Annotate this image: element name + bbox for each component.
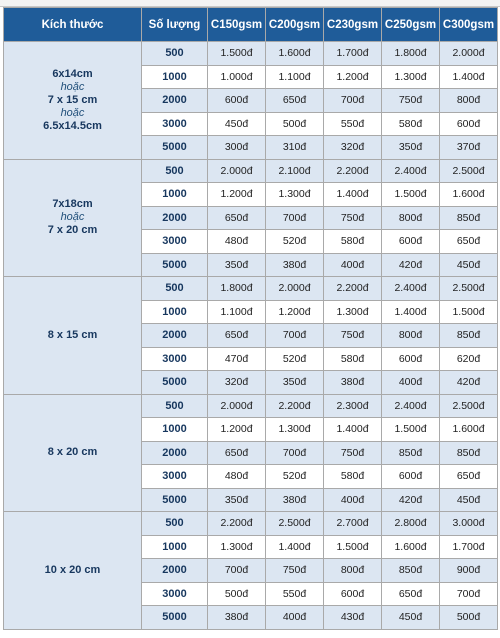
price-cell: 1.400đ <box>440 65 498 89</box>
price-cell: 800đ <box>382 206 440 230</box>
price-cell: 1.400đ <box>382 300 440 324</box>
price-cell: 700đ <box>440 582 498 606</box>
header-c150: C150gsm <box>208 8 266 42</box>
price-cell: 1.300đ <box>266 418 324 442</box>
price-cell: 1.400đ <box>324 183 382 207</box>
table-row <box>4 512 498 536</box>
price-cell: 580đ <box>324 230 382 254</box>
price-cell: 350đ <box>382 136 440 160</box>
table-row <box>4 277 498 301</box>
header-c230: C230gsm <box>324 8 382 42</box>
header-row <box>4 8 498 42</box>
price-cell: 420đ <box>440 371 498 395</box>
quantity-cell: 5000 <box>142 136 208 160</box>
price-cell: 520đ <box>266 230 324 254</box>
size-cell <box>4 277 142 395</box>
quantity-cell: 1000 <box>142 65 208 89</box>
price-cell: 500đ <box>266 112 324 136</box>
quantity-cell: 3000 <box>142 465 208 489</box>
size-label: 7x18cm <box>52 198 93 211</box>
price-cell: 600đ <box>440 112 498 136</box>
price-cell: 1.200đ <box>266 300 324 324</box>
table-row <box>4 159 498 183</box>
price-cell: 650đ <box>382 582 440 606</box>
price-cell: 700đ <box>266 206 324 230</box>
price-cell: 2.000đ <box>440 42 498 66</box>
price-cell: 1.600đ <box>266 42 324 66</box>
price-cell: 2.000đ <box>266 277 324 301</box>
price-cell: 1.800đ <box>208 277 266 301</box>
quantity-cell: 1000 <box>142 535 208 559</box>
price-cell: 400đ <box>324 488 382 512</box>
quantity-cell: 2000 <box>142 559 208 583</box>
price-cell: 380đ <box>324 371 382 395</box>
price-cell: 1.100đ <box>266 65 324 89</box>
quantity-cell: 500 <box>142 159 208 183</box>
quantity-cell: 1000 <box>142 300 208 324</box>
price-cell: 450đ <box>208 112 266 136</box>
price-cell: 1.100đ <box>208 300 266 324</box>
price-cell: 370đ <box>440 136 498 160</box>
header-size: Kích thước <box>4 8 142 42</box>
price-cell: 320đ <box>324 136 382 160</box>
size-label: 6x14cm <box>52 67 93 80</box>
price-cell: 700đ <box>324 89 382 113</box>
price-cell: 2.500đ <box>440 277 498 301</box>
price-cell: 450đ <box>382 606 440 630</box>
quantity-cell: 500 <box>142 512 208 536</box>
table-row <box>4 394 498 418</box>
price-cell: 650đ <box>266 89 324 113</box>
price-cell: 1.500đ <box>382 183 440 207</box>
price-cell: 750đ <box>324 324 382 348</box>
price-cell: 750đ <box>324 206 382 230</box>
price-cell: 550đ <box>324 112 382 136</box>
price-cell: 600đ <box>382 465 440 489</box>
price-cell: 550đ <box>266 582 324 606</box>
header-quantity: Số lượng <box>142 8 208 42</box>
quantity-cell: 2000 <box>142 324 208 348</box>
price-cell: 1.400đ <box>324 418 382 442</box>
price-cell: 350đ <box>266 371 324 395</box>
price-cell: 1.700đ <box>324 42 382 66</box>
price-cell: 400đ <box>324 253 382 277</box>
price-cell: 700đ <box>266 324 324 348</box>
price-cell: 2.200đ <box>324 277 382 301</box>
price-cell: 1.300đ <box>382 65 440 89</box>
size-label: 7 x 20 cm <box>47 224 98 237</box>
price-cell: 400đ <box>382 371 440 395</box>
quantity-cell: 2000 <box>142 206 208 230</box>
price-cell: 480đ <box>208 465 266 489</box>
quantity-cell: 500 <box>142 277 208 301</box>
header-c250: C250gsm <box>382 8 440 42</box>
price-cell: 750đ <box>382 89 440 113</box>
price-cell: 1.200đ <box>208 418 266 442</box>
size-label: 6.5x14.5cm <box>43 119 102 132</box>
price-cell: 470đ <box>208 347 266 371</box>
price-cell: 350đ <box>208 253 266 277</box>
price-cell: 1.000đ <box>208 65 266 89</box>
price-cell: 650đ <box>208 206 266 230</box>
price-cell: 380đ <box>266 253 324 277</box>
price-cell: 2.400đ <box>382 277 440 301</box>
price-cell: 850đ <box>382 559 440 583</box>
quantity-cell: 5000 <box>142 371 208 395</box>
price-cell: 2.500đ <box>440 394 498 418</box>
price-cell: 650đ <box>208 324 266 348</box>
price-cell: 850đ <box>382 441 440 465</box>
price-cell: 300đ <box>208 136 266 160</box>
quantity-cell: 3000 <box>142 112 208 136</box>
price-cell: 1.500đ <box>324 535 382 559</box>
price-cell: 480đ <box>208 230 266 254</box>
size-cell <box>4 512 142 630</box>
price-cell: 700đ <box>208 559 266 583</box>
price-cell: 2.400đ <box>382 394 440 418</box>
price-cell: 1.500đ <box>440 300 498 324</box>
price-cell: 850đ <box>440 441 498 465</box>
price-cell: 400đ <box>266 606 324 630</box>
price-cell: 900đ <box>440 559 498 583</box>
price-cell: 600đ <box>382 347 440 371</box>
quantity-cell: 2000 <box>142 441 208 465</box>
size-label: 8 x 15 cm <box>47 328 98 341</box>
price-cell: 520đ <box>266 347 324 371</box>
header-c200: C200gsm <box>266 8 324 42</box>
price-cell: 1.600đ <box>440 418 498 442</box>
price-cell: 1.300đ <box>208 535 266 559</box>
size-cell <box>4 159 142 277</box>
quantity-cell: 3000 <box>142 230 208 254</box>
price-cell: 650đ <box>208 441 266 465</box>
price-cell: 2.200đ <box>208 512 266 536</box>
price-cell: 380đ <box>266 488 324 512</box>
quantity-cell: 5000 <box>142 606 208 630</box>
price-cell: 500đ <box>440 606 498 630</box>
quantity-cell: 5000 <box>142 253 208 277</box>
price-cell: 600đ <box>324 582 382 606</box>
price-table <box>3 7 498 630</box>
price-cell: 1.200đ <box>208 183 266 207</box>
price-cell: 800đ <box>440 89 498 113</box>
quantity-cell: 1000 <box>142 418 208 442</box>
quantity-cell: 500 <box>142 42 208 66</box>
price-cell: 600đ <box>382 230 440 254</box>
price-cell: 1.500đ <box>382 418 440 442</box>
price-cell: 650đ <box>440 465 498 489</box>
size-label: 7 x 15 cm <box>47 93 98 106</box>
price-cell: 500đ <box>208 582 266 606</box>
price-cell: 2.700đ <box>324 512 382 536</box>
price-cell: 1.500đ <box>208 42 266 66</box>
price-cell: 3.000đ <box>440 512 498 536</box>
price-cell: 320đ <box>208 371 266 395</box>
quantity-cell: 2000 <box>142 89 208 113</box>
price-cell: 850đ <box>440 324 498 348</box>
price-cell: 800đ <box>324 559 382 583</box>
price-cell: 1.600đ <box>382 535 440 559</box>
price-cell: 800đ <box>382 324 440 348</box>
price-cell: 450đ <box>440 253 498 277</box>
price-cell: 850đ <box>440 206 498 230</box>
price-cell: 600đ <box>208 89 266 113</box>
price-cell: 2.500đ <box>266 512 324 536</box>
price-cell: 620đ <box>440 347 498 371</box>
price-cell: 380đ <box>208 606 266 630</box>
price-cell: 580đ <box>324 465 382 489</box>
size-or-label: hoặc <box>60 106 85 119</box>
header-c300: C300gsm <box>440 8 498 42</box>
table-header <box>4 8 498 42</box>
price-cell: 580đ <box>324 347 382 371</box>
price-cell: 1.800đ <box>382 42 440 66</box>
price-cell: 1.600đ <box>440 183 498 207</box>
price-cell: 2.000đ <box>208 159 266 183</box>
price-cell: 750đ <box>266 559 324 583</box>
price-cell: 310đ <box>266 136 324 160</box>
table-row <box>4 42 498 66</box>
size-label: 8 x 20 cm <box>47 446 98 459</box>
size-or-label: hoặc <box>60 211 85 224</box>
size-cell <box>4 42 142 160</box>
price-cell: 580đ <box>382 112 440 136</box>
quantity-cell: 3000 <box>142 582 208 606</box>
price-cell: 2.100đ <box>266 159 324 183</box>
quantity-cell: 3000 <box>142 347 208 371</box>
price-cell: 2.000đ <box>208 394 266 418</box>
price-cell: 450đ <box>440 488 498 512</box>
price-cell: 520đ <box>266 465 324 489</box>
quantity-cell: 500 <box>142 394 208 418</box>
price-cell: 1.300đ <box>266 183 324 207</box>
price-cell: 700đ <box>266 441 324 465</box>
size-cell <box>4 394 142 512</box>
price-cell: 350đ <box>208 488 266 512</box>
quantity-cell: 5000 <box>142 488 208 512</box>
price-cell: 1.400đ <box>266 535 324 559</box>
price-cell: 430đ <box>324 606 382 630</box>
price-cell: 1.200đ <box>324 65 382 89</box>
quantity-cell: 1000 <box>142 183 208 207</box>
price-cell: 2.400đ <box>382 159 440 183</box>
price-cell: 1.300đ <box>324 300 382 324</box>
size-or-label: hoặc <box>60 80 85 93</box>
price-cell: 750đ <box>324 441 382 465</box>
price-cell: 1.700đ <box>440 535 498 559</box>
price-cell: 420đ <box>382 488 440 512</box>
price-cell: 2.800đ <box>382 512 440 536</box>
top-border-strip <box>0 0 500 7</box>
price-cell: 2.500đ <box>440 159 498 183</box>
price-cell: 2.200đ <box>266 394 324 418</box>
price-cell: 650đ <box>440 230 498 254</box>
price-cell: 420đ <box>382 253 440 277</box>
size-label: 10 x 20 cm <box>44 563 101 576</box>
price-cell: 2.300đ <box>324 394 382 418</box>
price-cell: 2.200đ <box>324 159 382 183</box>
table-body <box>4 42 498 630</box>
